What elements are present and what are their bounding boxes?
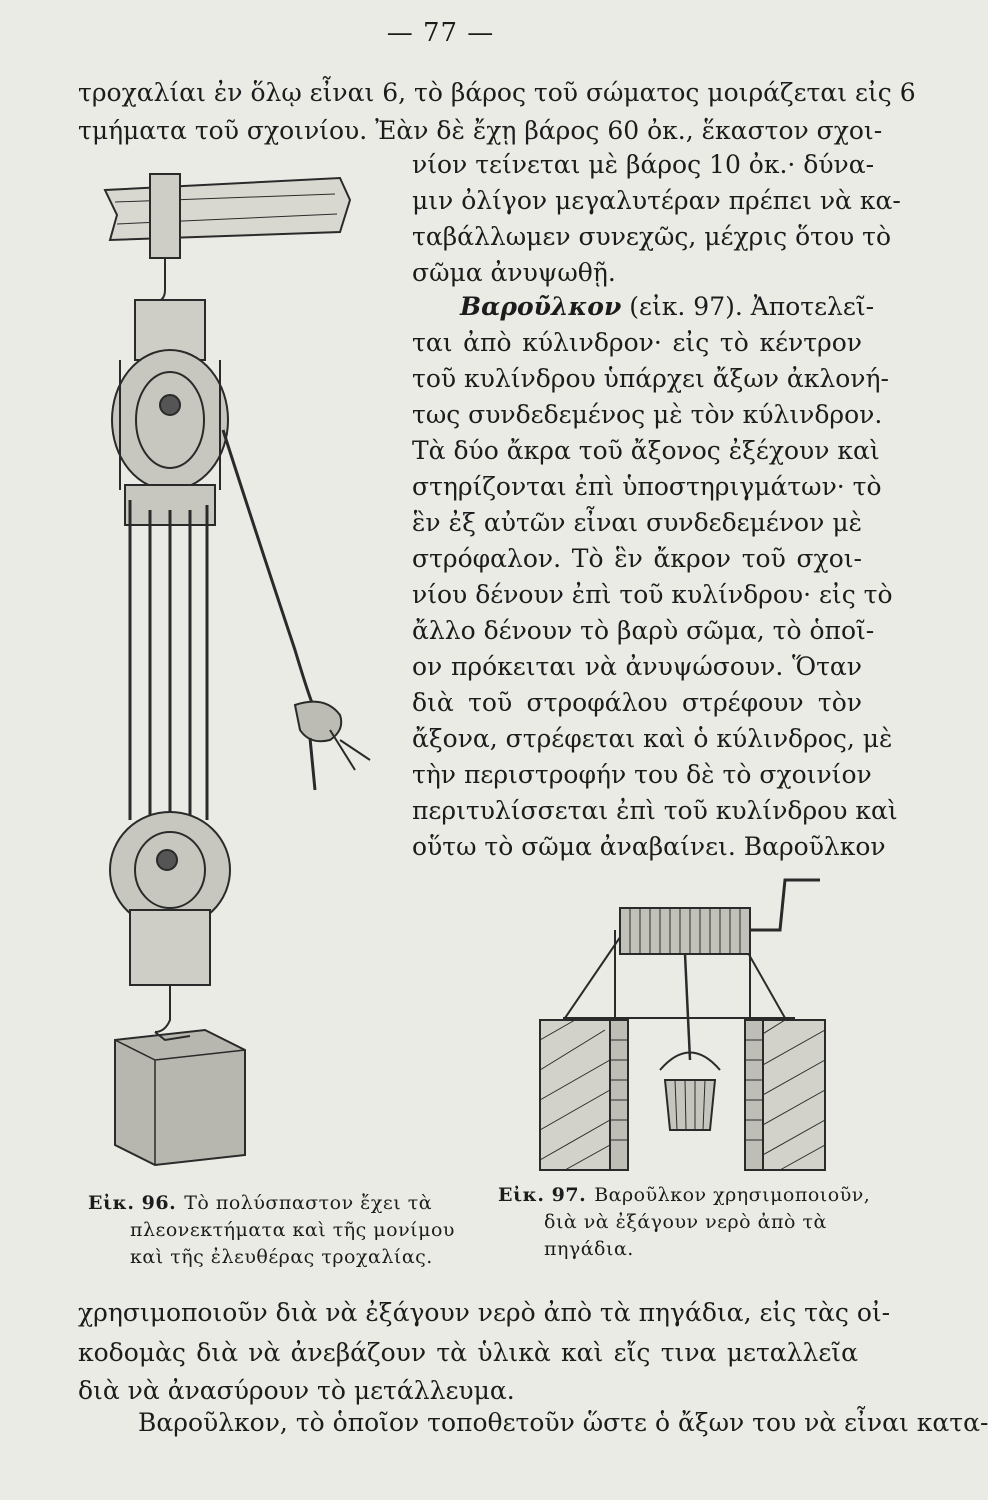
column-b-line-3: τως συνδεδεμένος μὲ τὸν κύλινδρον. — [412, 400, 883, 429]
figure-96-label: Εἰκ. 96. — [88, 1192, 177, 1214]
bottom-line-3: διὰ νὰ ἀνασύρουν τὸ μετάλλευμα. — [78, 1376, 515, 1405]
bottom-line-4: Βαροῦλκον, τὸ ὁποῖον τοποθετοῦν ὥστε ὁ ἄξων του νὰ εἶναι κατα- — [138, 1408, 988, 1437]
column-b-line-4: Τὰ δύο ἄκρα τοῦ ἄξονος ἐξέχουν καὶ — [412, 436, 880, 465]
column-b-line-1: ται ἀπὸ κύλινδρον· εἰς τὸ κέντρον — [412, 328, 862, 357]
figure-97-label: Εἰκ. 97. — [498, 1184, 587, 1206]
column-b-line-8: νίου δένουν ἐπὶ τοῦ κυλίνδρου· εἰς τὸ — [412, 580, 893, 609]
column-a-line-4: σῶμα ἀνυψωθῇ. — [412, 258, 616, 287]
column-b-line-11: διὰ τοῦ στροφάλου στρέφουν τὸν — [412, 688, 862, 717]
body-line-1: τροχαλίαι ἐν ὅλῳ εἶναι 6, τὸ βάρος τοῦ σώματος μοιράζεται εἰς 6 — [78, 78, 916, 107]
figure-97-caption-line-2: διὰ νὰ ἐξάγουν νερὸ ἀπὸ τὰ — [544, 1211, 827, 1233]
column-b-line-14: περιτυλίσσεται ἐπὶ τοῦ κυλίνδρου καὶ — [412, 796, 898, 825]
windlass-well-illustration — [535, 870, 835, 1180]
column-a-line-2: μιν ὀλίγον μεγαλυτέραν πρέπει νὰ κα- — [412, 186, 901, 215]
column-b-line-15: οὕτω τὸ σῶμα ἀναβαίνει. Βαροῦλκον — [412, 832, 886, 861]
column-b-line-6: ἓν ἐξ αὐτῶν εἶναι συνδεδεμένον μὲ — [412, 508, 862, 537]
column-a-line-1: νίον τείνεται μὲ βάρος 10 ὀκ.· δύνα- — [412, 150, 875, 179]
column-b-line-13: τὴν περιστροφήν του δὲ τὸ σχοινίον — [412, 760, 872, 789]
figure-97-caption — [498, 1182, 870, 1263]
column-b-line-7: στρόφαλον. Τὸ ἓν ἄκρον τοῦ σχοι- — [412, 544, 862, 573]
pulley-block-illustration — [95, 170, 390, 1170]
varoulkon-heading-line — [460, 290, 875, 324]
figure-96-caption-line-1: Τὸ πολύσπαστον ἔχει τὰ — [184, 1192, 433, 1214]
varoulkon-term: Βαροῦλκον — [460, 292, 622, 321]
column-b-line-2: τοῦ κυλίνδρου ὑπάρχει ἄξων ἀκλονή- — [412, 364, 889, 393]
column-b-line-9: ἄλλο δένουν τὸ βαρὺ σῶμα, τὸ ὁποῖ- — [412, 616, 875, 645]
bottom-line-2: κοδομὰς διὰ νὰ ἀνεβάζουν τὰ ὑλικὰ καὶ εἴς τινα μεταλλεῖα — [78, 1338, 858, 1367]
figure-96-caption-line-2: πλεονεκτήματα καὶ τῆς μονίμου — [130, 1219, 455, 1241]
figure-96-caption — [88, 1190, 455, 1271]
column-b-line-10: ον πρόκειται νὰ ἀνυψώσουν. Ὅταν — [412, 652, 862, 681]
figure-96-caption-line-3: καὶ τῆς ἐλευθέρας τροχαλίας. — [130, 1246, 433, 1268]
column-b-line-5: στηρίζονται ἐπὶ ὑποστηριγμάτων· τὸ — [412, 472, 882, 501]
page-number: — 77 — — [386, 18, 495, 48]
bottom-line-1: χρησιμοποιοῦν διὰ νὰ ἐξάγουν νερὸ ἀπὸ τὰ πηγάδια, εἰς τὰς οἰ- — [78, 1298, 891, 1327]
column-a-line-3: ταβάλλωμεν συνεχῶς, μέχρις ὅτου τὸ — [412, 222, 892, 251]
body-line-2: τμήματα τοῦ σχοινίου. Ἐὰν δὲ ἔχῃ βάρος 60 ὀκ., ἕκαστον σχοι- — [78, 116, 883, 145]
figure-97-caption-line-1: Βαροῦλκον χρησιμοποιοῦν, — [594, 1184, 871, 1206]
varoulkon-intro-rest: (εἰκ. 97). Ἀποτελεῖ- — [621, 292, 875, 321]
figure-97-caption-line-3: πηγάδια. — [544, 1238, 634, 1260]
column-b-line-12: ἄξονα, στρέφεται καὶ ὁ κύλινδρος, μὲ — [412, 724, 893, 753]
